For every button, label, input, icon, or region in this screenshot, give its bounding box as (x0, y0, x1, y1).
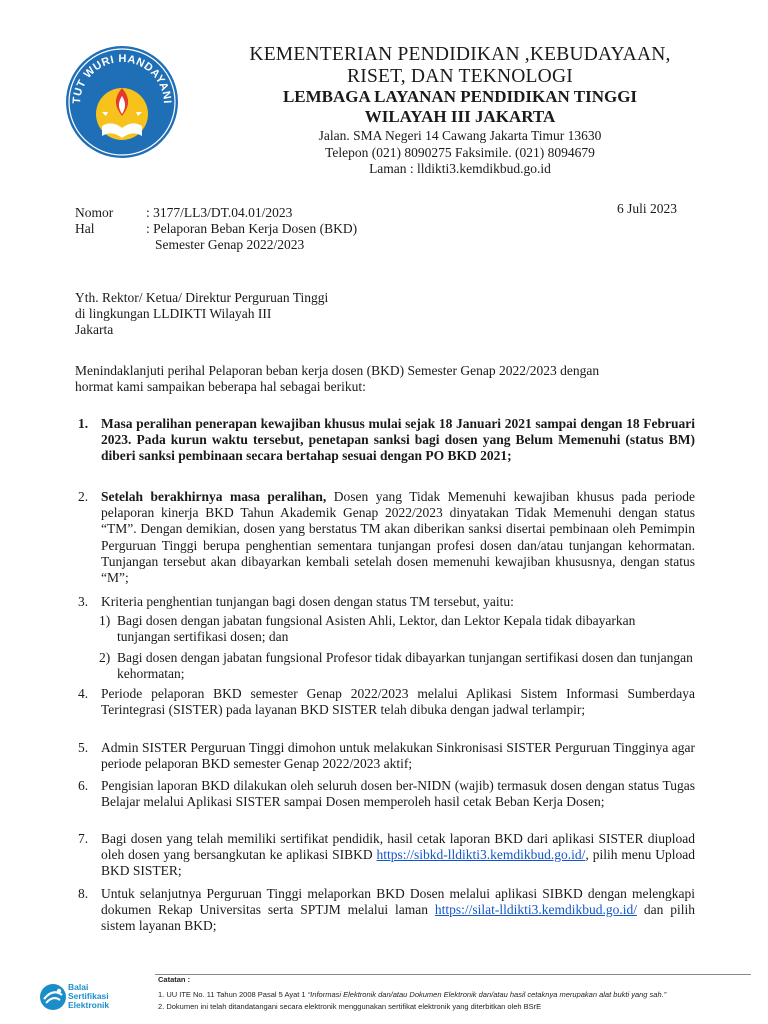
item-number: 4. (78, 686, 89, 701)
list-item: Admin SISTER Perguruan Tinggi dimohon untuk melakukan Sinkronisasi SISTER Perguruan Tingginya agar periode pelaporan BKD semester Genap 2022/2023 aktif; (101, 740, 695, 772)
item-text: Bagi dosen yang telah memiliki sertifikat pendidik, hasil cetak laporan BKD dari aplikasi SISTER diupload oleh dosen yang bersangkutan ke aplikasi SIBKD (101, 831, 695, 863)
bsre-line: Sertifikasi (68, 991, 109, 1001)
list-item (101, 886, 695, 935)
list-item: Pengisian laporan BKD dilakukan oleh seluruh dosen ber-NIDN (wajib) termasuk dosen dengan status Tugas Belajar melalui Aplikasi SISTER sampai Dosen memperoleh hasil cetak Beban Kerja Dosen; (101, 778, 695, 810)
item-text: Dosen yang Tidak Memenuhi kewajiban khusus pada periode pelaporan kinerja BKD Tahun Akademik Genap 2022/2023 dinyatakan Tidak Memenuhi dengan status “TM”. Dengan demikian, dosen yang berstatus TM akan diberikan sanksi disertai pembinaan oleh Pemimpin Perguruan Tinggi berupa penghentian sementara tunjangan profesi dosen dan/atau tunjangan kehormatan. Tunjangan tersebut akan dibayarkan kembali setelah dosen memenuhi kewajiban khususnya, dengan status “M”; (101, 489, 695, 586)
sub-list-item: Bagi dosen dengan jabatan fungsional Asisten Ahli, Lektor, dan Lektor Kepala tidak dibayarkan tunjangan sertifikasi dosen; dan (117, 613, 636, 645)
bsre-line: Balai (68, 982, 89, 992)
nomor-value: : 3177/LL3/DT.04.01/2023 (146, 205, 293, 220)
svg-text:TUT WURI HANDAYANI: TUT WURI HANDAYANI (70, 52, 174, 105)
list-item: Periode pelaporan BKD semester Genap 2022/2023 melalui Aplikasi Sistem Informasi Sumberdaya Terintegrasi (SISTER) pada layanan BKD SISTER telah dibuka dengan jadwal terlampir; (101, 686, 695, 718)
subitem-number: 2) (99, 650, 111, 665)
item-text: , pilih menu Upload BKD SISTER; (101, 847, 695, 879)
footer-note-1 (158, 990, 666, 1000)
recipient-line3: Jakarta (75, 322, 114, 337)
nomor-label: Nomor (75, 205, 114, 220)
list-item: Kriteria penghentian tunjangan bagi dosen dengan status TM tersebut, yaitu: (101, 594, 514, 609)
item-number: 7. (78, 831, 89, 846)
recipient-line1: Yth. Rektor/ Ketua/ Direktur Perguruan Tinggi (75, 290, 329, 305)
footer-note-2: 2. Dokumen ini telah ditandatangani secara elektronik menggunakan sertifikat elektronik yang diterbitkan oleh BSrE (158, 1002, 542, 1011)
letter-date: 6 Juli 2023 (617, 201, 678, 216)
intro-line2: hormat kami sampaikan beberapa hal sebagai berikut: (75, 379, 366, 394)
item-text: Untuk selanjutnya Perguruan Tinggi melaporkan BKD Dosen melalui aplikasi SIBKD dengan melengkapi dokumen Rekap Universitas serta SPTJM melalui laman (101, 886, 695, 918)
hal-value: : Pelaporan Beban Kerja Dosen (BKD) (146, 221, 358, 236)
tut-wuri-handayani-logo (62, 42, 182, 162)
subitem-number: 1) (99, 613, 111, 628)
catatan-label: Catatan : (158, 975, 191, 984)
item-number: 2. (78, 489, 89, 504)
item-bold-lead: Setelah berakhirnya masa peralihan, (101, 489, 327, 504)
sub-list-item: Bagi dosen dengan jabatan fungsional Profesor tidak dibayarkan tunjangan sertifikasi dosen dan tunjangan kehormatan; (117, 650, 693, 682)
list-item (101, 489, 695, 586)
bsre-wordmark (68, 983, 109, 1010)
institution-name-line1: LEMBAGA LAYANAN PENDIDIKAN TINGGI (282, 87, 638, 106)
hal-value-line2: Semester Genap 2022/2023 (155, 237, 305, 252)
item-number: 6. (78, 778, 89, 793)
note-text: 1. UU ITE No. 11 Tahun 2008 Pasal 5 Ayat 1 (158, 990, 308, 999)
ministry-name-line2: RISET, DAN TEKNOLOGI (347, 66, 573, 87)
hal-label: Hal (75, 221, 95, 236)
website: Laman : lldikti3.kemdikbud.go.id (369, 161, 551, 176)
address: Jalan. SMA Negeri 14 Cawang Jakarta Timur 13630 (318, 128, 602, 143)
institution-name-line2: WILAYAH III JAKARTA (364, 107, 556, 126)
item-number: 8. (78, 886, 89, 901)
bsre-logo-icon (38, 982, 68, 1012)
note-italic-text: “Informasi Elektronik dan/atau Dokumen Elektronik dan/atau hasil cetaknya merupakan alat bukti yang sah.” (307, 990, 667, 999)
silat-link[interactable]: https://silat-lldikti3.kemdikbud.go.id/ (434, 902, 637, 918)
recipient-line2: di lingkungan LLDIKTI Wilayah III (75, 306, 272, 321)
item-number: 5. (78, 740, 89, 755)
intro-line1: Menindaklanjuti perihal Pelaporan beban kerja dosen (BKD) Semester Genap 2022/2023 dengan (75, 363, 600, 378)
item-number: 1. (78, 416, 89, 431)
list-item (101, 831, 695, 880)
footer-divider (155, 974, 751, 975)
item-number: 3. (78, 594, 89, 609)
item-text: dan pilih sistem layanan BKD; (101, 902, 695, 934)
phone-fax: Telepon (021) 8090275 Faksimile. (021) 8094679 (325, 145, 595, 160)
bsre-line: Elektronik (68, 1000, 110, 1010)
sibkd-link[interactable]: https://sibkd-lldikti3.kemdikbud.go.id/ (376, 847, 586, 863)
list-item: Masa peralihan penerapan kewajiban khusus mulai sejak 18 Januari 2021 sampai dengan 18 Februari 2023. Pada kurun waktu tersebut, penetapan sanksi bagi dosen yang Belum Memenuhi (status BM) diberi sanksi pembinaan secara bertahap sesuai dengan PO BKD 2021; (101, 416, 695, 464)
ministry-name-line1: KEMENTERIAN PENDIDIKAN ,KEBUDAYAAN, (249, 44, 671, 65)
